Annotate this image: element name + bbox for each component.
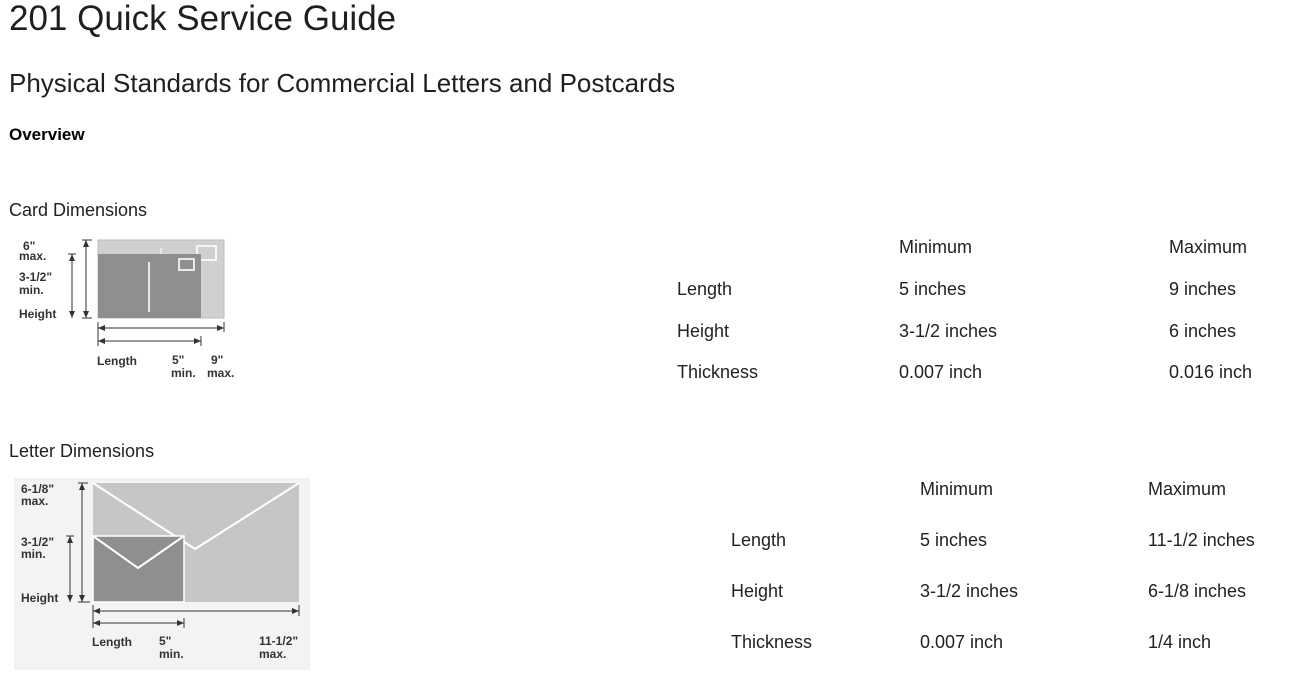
letter-row-min: 3-1/2 inches: [920, 581, 1019, 601]
letter-dimensions-heading: Letter Dimensions: [9, 441, 155, 461]
card-row-label: Length: [677, 279, 733, 299]
overview-heading: Overview: [9, 125, 85, 144]
card-table-header-max: Maximum: [1169, 237, 1248, 257]
letter-label-max-length-word: max.: [259, 647, 287, 661]
letter-dimensions-diagram: [14, 478, 310, 670]
card-label-min-height: 3-1/2": [19, 270, 53, 284]
letter-row-max: 1/4 inch: [1148, 632, 1212, 652]
letter-label-length: Length: [92, 635, 132, 649]
letter-table-header-min: Minimum: [920, 479, 994, 499]
letter-label-min-word: min.: [21, 547, 46, 561]
page-subtitle: Physical Standards for Commercial Letters and Postcards: [9, 68, 676, 98]
card-row-min: 0.007 inch: [899, 362, 983, 382]
letter-row-label: Thickness: [731, 632, 813, 652]
card-label-min-length: 5": [172, 353, 185, 367]
letter-label-height: Height: [21, 591, 59, 605]
card-label-min-length-word: min.: [171, 366, 196, 380]
card-dimensions-diagram: [14, 236, 254, 386]
letter-row-min: 5 inches: [920, 530, 988, 550]
letter-table-header-max: Maximum: [1148, 479, 1227, 499]
page-title: 201 Quick Service Guide: [9, 0, 397, 38]
card-row-max: 0.016 inch: [1169, 362, 1253, 382]
card-label-min-word: min.: [19, 283, 44, 297]
card-row-min: 3-1/2 inches: [899, 321, 998, 341]
card-label-length: Length: [97, 354, 137, 368]
card-label-height: Height: [19, 307, 57, 321]
letter-label-min-length: 5": [159, 634, 172, 648]
letter-label-max-word: max.: [21, 494, 49, 508]
letter-row-label: Length: [731, 530, 787, 550]
letter-row-label: Height: [731, 581, 784, 601]
card-row-label: Height: [677, 321, 730, 341]
card-table-header-min: Minimum: [899, 237, 973, 257]
letter-label-min-height: 3-1/2": [21, 535, 55, 549]
letter-label-min-length-word: min.: [159, 647, 184, 661]
card-label-max-length-word: max.: [207, 366, 235, 380]
card-row-min: 5 inches: [899, 279, 967, 299]
letter-row-min: 0.007 inch: [920, 632, 1004, 652]
card-label-max-word: max.: [19, 249, 47, 263]
card-label-max-height: 6": [23, 239, 36, 253]
letter-label-max-length: 11-1/2": [259, 634, 299, 648]
card-row-label: Thickness: [677, 362, 759, 382]
card-row-max: 6 inches: [1169, 321, 1237, 341]
card-dimensions-heading: Card Dimensions: [9, 200, 148, 220]
card-label-max-length: 9": [211, 353, 224, 367]
letter-row-max: 6-1/8 inches: [1148, 581, 1247, 601]
letter-row-max: 11-1/2 inches: [1148, 530, 1255, 550]
card-row-max: 9 inches: [1169, 279, 1237, 299]
letter-label-max-height: 6-1/8": [21, 482, 55, 496]
